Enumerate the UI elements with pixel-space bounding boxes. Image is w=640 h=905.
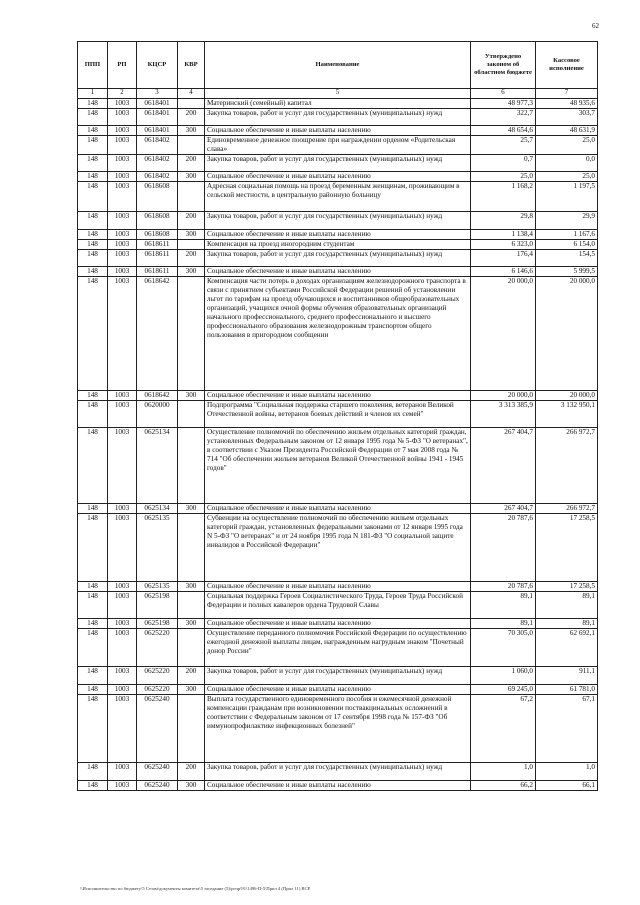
cell-approved: 1,0 — [471, 763, 536, 781]
column-number: 7 — [536, 89, 598, 99]
cell-cash: 48 935,6 — [536, 99, 598, 109]
cell-ppp: 148 — [78, 685, 108, 695]
cell-kvr: 300 — [178, 685, 205, 695]
cell-cash: 266 972,7 — [536, 428, 598, 504]
cell-kcsr: 0618608 — [137, 182, 178, 212]
cell-ppp: 148 — [78, 391, 108, 401]
cell-kcsr: 0618642 — [137, 391, 178, 401]
cell-kvr: 200 — [178, 763, 205, 781]
cell-name: Осуществление переданного полномочия Российской Федерации по осуществлению ежегодной денежной выплаты лицам, награжденным нагрудным знаком "Почетный донор России" — [205, 629, 471, 667]
cell-rp: 1003 — [108, 667, 137, 685]
cell-ppp: 148 — [78, 212, 108, 230]
cell-cash: 1 197,5 — [536, 182, 598, 212]
cell-name: Материнский (семейный) капитал — [205, 99, 471, 109]
table-row — [78, 582, 598, 592]
table-row — [78, 212, 598, 230]
cell-kvr: 300 — [178, 781, 205, 791]
cell-rp: 1003 — [108, 212, 137, 230]
cell-ppp: 148 — [78, 401, 108, 428]
table-row — [78, 619, 598, 629]
cell-kvr — [178, 428, 205, 504]
column-number-row — [78, 89, 598, 99]
cell-approved: 0,7 — [471, 155, 536, 172]
cell-cash: 20 000,0 — [536, 277, 598, 391]
cell-cash: 911,1 — [536, 667, 598, 685]
cell-approved: 322,7 — [471, 109, 536, 126]
cell-name: Компенсация на проезд иногородним студентам — [205, 240, 471, 250]
cell-rp: 1003 — [108, 250, 137, 267]
cell-kvr — [178, 629, 205, 667]
column-number: 4 — [178, 89, 205, 99]
cell-name: Подпрограмма "Социальная поддержка старшего поколения, ветеранов Великой Отечественной войны, ветеранов боевых действий и членов их семей" — [205, 401, 471, 428]
cell-approved: 1 168,2 — [471, 182, 536, 212]
cell-name: Закупка товаров, работ и услуг для государственных (муниципальных) нужд — [205, 155, 471, 172]
cell-kcsr: 0625135 — [137, 514, 178, 582]
cell-kcsr: 0618401 — [137, 109, 178, 126]
cell-approved: 29,8 — [471, 212, 536, 230]
cell-name: Социальное обеспечение и иные выплаты населению — [205, 391, 471, 401]
cell-cash: 67,1 — [536, 695, 598, 763]
cell-name: Закупка товаров, работ и услуг для государственных (муниципальных) нужд — [205, 109, 471, 126]
cell-kvr — [178, 182, 205, 212]
cell-name: Закупка товаров, работ и услуг для государственных (муниципальных) нужд — [205, 667, 471, 685]
cell-ppp: 148 — [78, 267, 108, 277]
cell-kvr: 300 — [178, 582, 205, 592]
cell-cash: 17 258,5 — [536, 514, 598, 582]
column-number: 2 — [108, 89, 137, 99]
cell-rp: 1003 — [108, 763, 137, 781]
file-path-footer: \\Исполнительство по бюджету\5 Сезам\документы комитета\5 заседание (5)\ргпр\91\1496-П-5\Прил 4 (Прил 11) ВСР — [80, 886, 311, 891]
table-row — [78, 136, 598, 155]
cell-approved: 70 305,0 — [471, 629, 536, 667]
header-rp: РП — [108, 42, 137, 89]
table-row — [78, 182, 598, 212]
cell-rp: 1003 — [108, 781, 137, 791]
cell-kvr: 300 — [178, 172, 205, 182]
table-row — [78, 230, 598, 240]
cell-rp: 1003 — [108, 514, 137, 582]
cell-kcsr: 0618611 — [137, 240, 178, 250]
table-row — [78, 391, 598, 401]
cell-rp: 1003 — [108, 504, 137, 514]
cell-cash: 61 781,0 — [536, 685, 598, 695]
cell-rp: 1003 — [108, 99, 137, 109]
cell-rp: 1003 — [108, 592, 137, 619]
cell-approved: 48 977,3 — [471, 99, 536, 109]
cell-ppp: 148 — [78, 667, 108, 685]
cell-name: Адресная социальная помощь на проезд беременным женщинам, проживающим в сельской местности, в центральную районную больницу — [205, 182, 471, 212]
cell-ppp: 148 — [78, 126, 108, 136]
cell-approved: 20 787,6 — [471, 582, 536, 592]
cell-kvr: 200 — [178, 109, 205, 126]
table-row — [78, 401, 598, 428]
cell-cash: 66,1 — [536, 781, 598, 791]
cell-name: Закупка товаров, работ и услуг для государственных (муниципальных) нужд — [205, 212, 471, 230]
cell-approved: 267 404,7 — [471, 504, 536, 514]
cell-kcsr: 0618611 — [137, 250, 178, 267]
cell-rp: 1003 — [108, 230, 137, 240]
header-cash: Кассовое исполнение — [536, 42, 598, 89]
cell-approved: 89,1 — [471, 619, 536, 629]
cell-name: Социальная поддержка Героев Социалистического Труда, Героев Труда Российской Федерации и полных кавалеров ордена Трудовой Славы — [205, 592, 471, 619]
cell-kvr: 300 — [178, 267, 205, 277]
cell-approved: 20 000,0 — [471, 391, 536, 401]
cell-rp: 1003 — [108, 401, 137, 428]
cell-cash: 25,0 — [536, 172, 598, 182]
cell-approved: 89,1 — [471, 592, 536, 619]
cell-approved: 67,2 — [471, 695, 536, 763]
cell-cash: 29,9 — [536, 212, 598, 230]
header-row — [78, 42, 598, 89]
cell-kvr — [178, 240, 205, 250]
cell-ppp: 148 — [78, 250, 108, 267]
cell-approved: 1 060,0 — [471, 667, 536, 685]
budget-table — [77, 41, 598, 791]
cell-rp: 1003 — [108, 391, 137, 401]
cell-kvr — [178, 99, 205, 109]
table-row — [78, 172, 598, 182]
cell-kvr: 200 — [178, 212, 205, 230]
cell-cash: 25,0 — [536, 136, 598, 155]
cell-rp: 1003 — [108, 629, 137, 667]
cell-kvr: 200 — [178, 250, 205, 267]
cell-cash: 89,1 — [536, 619, 598, 629]
cell-ppp: 148 — [78, 182, 108, 212]
header-ppp: ППП — [78, 42, 108, 89]
cell-approved: 48 654,6 — [471, 126, 536, 136]
table-row — [78, 514, 598, 582]
cell-cash: 303,7 — [536, 109, 598, 126]
cell-cash: 5 999,5 — [536, 267, 598, 277]
cell-rp: 1003 — [108, 267, 137, 277]
cell-kcsr: 0618401 — [137, 99, 178, 109]
cell-cash: 0,0 — [536, 155, 598, 172]
cell-ppp: 148 — [78, 504, 108, 514]
table-row — [78, 763, 598, 781]
cell-rp: 1003 — [108, 155, 137, 172]
table-row — [78, 109, 598, 126]
cell-approved: 66,2 — [471, 781, 536, 791]
cell-approved: 1 138,4 — [471, 230, 536, 240]
cell-name: Компенсация части потерь в доходах организациям железнодорожного транспорта в связи с принятием субъектами Российской Федерации решений об установлении льгот по тарифам на проезд обучающихся и воспитанников общеобразовательных организаций, учащихся очной формы обучения образовательных организаций начального профессионального, среднего профессионального и высшего профессионального образования железнодорожным транспортом общего пользования в пригородном сообщении — [205, 277, 471, 391]
table-row — [78, 126, 598, 136]
cell-kcsr: 0625198 — [137, 619, 178, 629]
cell-ppp: 148 — [78, 514, 108, 582]
cell-kcsr: 0618402 — [137, 155, 178, 172]
table-row — [78, 629, 598, 667]
cell-kcsr: 0625198 — [137, 592, 178, 619]
cell-cash: 3 132 950,1 — [536, 401, 598, 428]
cell-rp: 1003 — [108, 136, 137, 155]
cell-kcsr: 0625240 — [137, 763, 178, 781]
cell-kvr — [178, 136, 205, 155]
cell-kvr — [178, 401, 205, 428]
cell-name: Субвенции на осуществление полномочий по обеспечению жильем отдельных категорий граждан, установленных федеральными законами от 12 января 1995 года N 5-ФЗ "О ветеранах" и от 24 ноября 1995 года N 181-ФЗ "О социальной защите инвалидов в Российской Федерации" — [205, 514, 471, 582]
cell-cash: 154,5 — [536, 250, 598, 267]
cell-cash: 62 692,1 — [536, 629, 598, 667]
cell-ppp: 148 — [78, 781, 108, 791]
cell-ppp: 148 — [78, 428, 108, 504]
column-number: 1 — [78, 89, 108, 99]
cell-ppp: 148 — [78, 277, 108, 391]
cell-rp: 1003 — [108, 277, 137, 391]
cell-kcsr: 0625220 — [137, 629, 178, 667]
table-row — [78, 695, 598, 763]
cell-name: Закупка товаров, работ и услуг для государственных (муниципальных) нужд — [205, 250, 471, 267]
cell-rp: 1003 — [108, 619, 137, 629]
cell-kcsr: 0620000 — [137, 401, 178, 428]
header-kcsr: КЦСР — [137, 42, 178, 89]
cell-kcsr: 0625135 — [137, 582, 178, 592]
cell-name: Закупка товаров, работ и услуг для государственных (муниципальных) нужд — [205, 763, 471, 781]
cell-kcsr: 0625220 — [137, 667, 178, 685]
cell-rp: 1003 — [108, 428, 137, 504]
column-number: 5 — [205, 89, 471, 99]
cell-approved: 3 313 385,9 — [471, 401, 536, 428]
column-number: 6 — [471, 89, 536, 99]
cell-ppp: 148 — [78, 592, 108, 619]
cell-ppp: 148 — [78, 99, 108, 109]
cell-cash: 20 000,0 — [536, 391, 598, 401]
cell-name: Социальное обеспечение и иные выплаты населению — [205, 126, 471, 136]
cell-rp: 1003 — [108, 685, 137, 695]
cell-name: Осуществление полномочий по обеспечению жильем отдельных категорий граждан, установленных Федеральным законом от 12 января 1995 года № 5-ФЗ "О ветеранах", в соответствии с Указом Президента Российской Федерации от 7 мая 2008 года № 714 "Об обеспечении жильем ветеранов Великой Отечественной войны 1941 - 1945 годов" — [205, 428, 471, 504]
cell-kcsr: 0625240 — [137, 781, 178, 791]
table-row — [78, 428, 598, 504]
cell-kvr — [178, 277, 205, 391]
cell-rp: 1003 — [108, 695, 137, 763]
cell-kcsr: 0625134 — [137, 428, 178, 504]
cell-approved: 176,4 — [471, 250, 536, 267]
cell-kvr: 200 — [178, 667, 205, 685]
cell-ppp: 148 — [78, 763, 108, 781]
cell-ppp: 148 — [78, 136, 108, 155]
cell-name: Выплата государственного единовременного пособия и ежемесячной денежной компенсации гражданам при возникновении поствакцинальных осложнений в соответствии с Федеральным законом от 17 сентября 1998 года № 157-ФЗ "Об иммунопрофилактике инфекционных болезней" — [205, 695, 471, 763]
cell-kvr: 200 — [178, 155, 205, 172]
table-row — [78, 781, 598, 791]
cell-ppp: 148 — [78, 582, 108, 592]
cell-approved: 20 787,6 — [471, 514, 536, 582]
page-number: 62 — [592, 22, 599, 30]
table-row — [78, 99, 598, 109]
cell-kcsr: 0625220 — [137, 685, 178, 695]
cell-kcsr: 0618611 — [137, 267, 178, 277]
cell-rp: 1003 — [108, 109, 137, 126]
cell-kvr — [178, 695, 205, 763]
cell-name: Социальное обеспечение и иные выплаты населению — [205, 685, 471, 695]
cell-rp: 1003 — [108, 182, 137, 212]
table-row — [78, 592, 598, 619]
cell-kcsr: 0625134 — [137, 504, 178, 514]
cell-kvr: 300 — [178, 391, 205, 401]
cell-kcsr: 0618402 — [137, 136, 178, 155]
cell-cash: 266 972,7 — [536, 504, 598, 514]
cell-approved: 25,7 — [471, 136, 536, 155]
cell-name: Социальное обеспечение и иные выплаты населению — [205, 582, 471, 592]
cell-rp: 1003 — [108, 582, 137, 592]
cell-kcsr: 0618608 — [137, 230, 178, 240]
cell-ppp: 148 — [78, 240, 108, 250]
cell-ppp: 148 — [78, 109, 108, 126]
cell-rp: 1003 — [108, 172, 137, 182]
cell-kcsr: 0618642 — [137, 277, 178, 391]
cell-cash: 1,0 — [536, 763, 598, 781]
cell-approved: 69 245,0 — [471, 685, 536, 695]
cell-approved: 6 146,6 — [471, 267, 536, 277]
cell-approved: 267 404,7 — [471, 428, 536, 504]
table-row — [78, 155, 598, 172]
table-row — [78, 685, 598, 695]
cell-kcsr: 0618402 — [137, 172, 178, 182]
header-name: Наименование — [205, 42, 471, 89]
cell-kvr: 300 — [178, 230, 205, 240]
header-kvr: КВР — [178, 42, 205, 89]
cell-cash: 48 631,9 — [536, 126, 598, 136]
column-number: 3 — [137, 89, 178, 99]
cell-ppp: 148 — [78, 230, 108, 240]
cell-ppp: 148 — [78, 155, 108, 172]
table-row — [78, 267, 598, 277]
cell-ppp: 148 — [78, 695, 108, 763]
cell-ppp: 148 — [78, 619, 108, 629]
table-row — [78, 667, 598, 685]
cell-kcsr: 0618401 — [137, 126, 178, 136]
cell-name: Единовременное денежное поощрение при награждении орденом «Родительская слава» — [205, 136, 471, 155]
cell-kvr: 300 — [178, 126, 205, 136]
cell-cash: 1 167,6 — [536, 230, 598, 240]
cell-name: Социальное обеспечение и иные выплаты населению — [205, 267, 471, 277]
table-row — [78, 250, 598, 267]
table-row — [78, 240, 598, 250]
cell-approved: 6 323,0 — [471, 240, 536, 250]
cell-name: Социальное обеспечение и иные выплаты населению — [205, 172, 471, 182]
cell-rp: 1003 — [108, 126, 137, 136]
header-approved: Утверждено законом об областном бюджете — [471, 42, 536, 89]
cell-kvr: 300 — [178, 504, 205, 514]
cell-kcsr: 0618608 — [137, 212, 178, 230]
cell-cash: 6 154,0 — [536, 240, 598, 250]
cell-rp: 1003 — [108, 240, 137, 250]
cell-kvr: 300 — [178, 619, 205, 629]
cell-name: Социальное обеспечение и иные выплаты населению — [205, 504, 471, 514]
cell-cash: 17 258,5 — [536, 582, 598, 592]
cell-ppp: 148 — [78, 629, 108, 667]
cell-ppp: 148 — [78, 172, 108, 182]
table-row — [78, 504, 598, 514]
cell-kcsr: 0625240 — [137, 695, 178, 763]
cell-cash: 89,1 — [536, 592, 598, 619]
cell-approved: 25,0 — [471, 172, 536, 182]
cell-name: Социальное обеспечение и иные выплаты населению — [205, 230, 471, 240]
cell-kvr — [178, 514, 205, 582]
cell-kvr — [178, 592, 205, 619]
cell-name: Социальное обеспечение и иные выплаты населению — [205, 781, 471, 791]
cell-name: Социальное обеспечение и иные выплаты населению — [205, 619, 471, 629]
cell-approved: 20 000,0 — [471, 277, 536, 391]
table-row — [78, 277, 598, 391]
